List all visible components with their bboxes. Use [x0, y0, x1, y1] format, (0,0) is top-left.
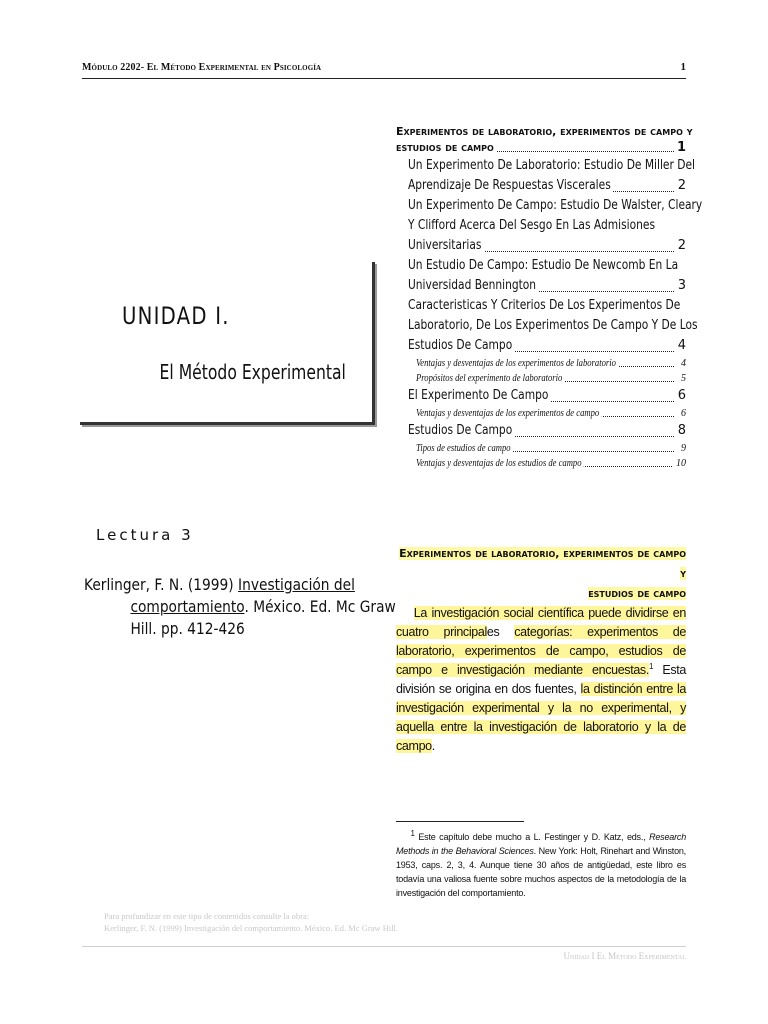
toc-page-number: 10: [673, 456, 686, 471]
toc-page-number: 3: [675, 276, 686, 296]
unit-title-box: [80, 262, 375, 425]
page-header: [82, 60, 686, 79]
further-reading-note: Para profundizar en este tipo de contenidos consulte la obra: Kerlinger, F. N. (1999) Investigación del comportamiento. México. Ed. Mc Graw Hill.: [104, 911, 399, 933]
toc-page-number: 4: [675, 336, 686, 356]
toc-page-number: 2: [675, 236, 686, 256]
lecture-label: Lectura 3: [96, 526, 194, 544]
toc-page-number: 6: [678, 406, 686, 421]
table-of-contents: [396, 124, 703, 471]
reference-title-part2: comportamiento: [130, 597, 245, 616]
toc-subentry-field-advantages[interactable]: Ventajas y desventajas de los experimentos de campo 6: [416, 408, 686, 419]
footnote: 1 Este capítulo debe mucho a L. Festinger y D. Katz, eds., Research Methods in the Behavioral Sciences. New York: Holt, Rinehart and Winston, 1953, caps. 2, 3, 4. Aunque tiene 30 años de antigüedad, este libro es todavía una valiosa fuente sobre muchos aspectos de la metodología de la investigación del comportamiento.: [396, 829, 686, 898]
toc-page-number: 1: [674, 140, 686, 156]
toc-page-number: 4: [678, 356, 686, 371]
footnote-reference[interactable]: 1: [648, 661, 654, 671]
reference-author: Kerlinger, F. N. (1999): [84, 575, 234, 594]
unit-subtitle: El Método Experimental: [159, 360, 346, 384]
toc-subentry-study-types[interactable]: Tipos de estudios de campo 9: [416, 443, 686, 454]
toc-subentry-lab-purposes[interactable]: Propósitos del experimento de laboratorio 5: [416, 373, 686, 384]
toc-main-entry[interactable]: Experimentos de laboratorio, experimentos de campo y estudios de campo 1: [396, 125, 693, 155]
toc-subentry-lab-advantages[interactable]: Ventajas y desventajas de los experimentos de laboratorio 4: [416, 358, 686, 369]
reference-pages: Hill. pp. 412-426: [130, 619, 245, 638]
toc-page-number: 6: [675, 386, 686, 406]
body-paragraph: La investigación social científica puede dividirse en cuatro principales categorías: experimentos de laboratorio, experimentos de campo, estudios de campo e investigación mediante encuestas.$^1$ Esta división se origina en dos fuentes, la distinción entre la investigación experimental y la no experimental, y aquella entre la investigación de laboratorio y la de campo.: [396, 606, 687, 753]
header-title: Módulo 2202- El Método Experimental en Psicología: [82, 62, 322, 73]
unit-number: UNIDAD I.: [122, 302, 230, 330]
page-footer: [82, 946, 686, 965]
reference-publisher: . México. Ed. Mc Graw: [244, 597, 396, 616]
toc-entry-field-experiment[interactable]: El Experimento De Campo 6: [396, 386, 686, 406]
toc-page-number: 2: [675, 176, 686, 196]
toc-entry-miller[interactable]: Un Experimento De Laboratorio: Estudio De Miller Del Aprendizaje De Respuestas Viscerales 2: [396, 156, 686, 196]
reference-title-part1: Investigación del: [238, 575, 355, 594]
toc-entry-walster[interactable]: Un Experimento De Campo: Estudio De Walster, Cleary Y Clifford Acerca Del Sesgo En Las Admisiones Universitarias 2: [396, 196, 686, 256]
toc-page-number: 9: [678, 441, 686, 456]
toc-subentry-study-advantages[interactable]: Ventajas y desventajas de los estudios de campo 10: [416, 458, 686, 469]
toc-entry-newcomb[interactable]: Un Estudio De Campo: Estudio De Newcomb En La Universidad Bennington 3: [396, 256, 686, 296]
section-heading: Experimentos de laboratorio, experimentos de campo y estudios de campo: [399, 547, 686, 600]
page-number: 1: [680, 61, 686, 73]
toc-entry-characteristics[interactable]: Caracteristicas Y Criterios De Los Experimentos De Laboratorio, De Los Experimentos De Campo Y De Los Estudios De Campo 4: [396, 296, 686, 356]
footer-text: Unidad I El Método Experimental: [563, 951, 686, 961]
bibliographic-reference: [84, 574, 396, 640]
toc-entry-field-studies[interactable]: Estudios De Campo 8: [396, 421, 686, 441]
footnote-divider: [396, 821, 524, 822]
toc-page-number: 8: [675, 421, 686, 441]
toc-page-number: 5: [678, 371, 686, 386]
